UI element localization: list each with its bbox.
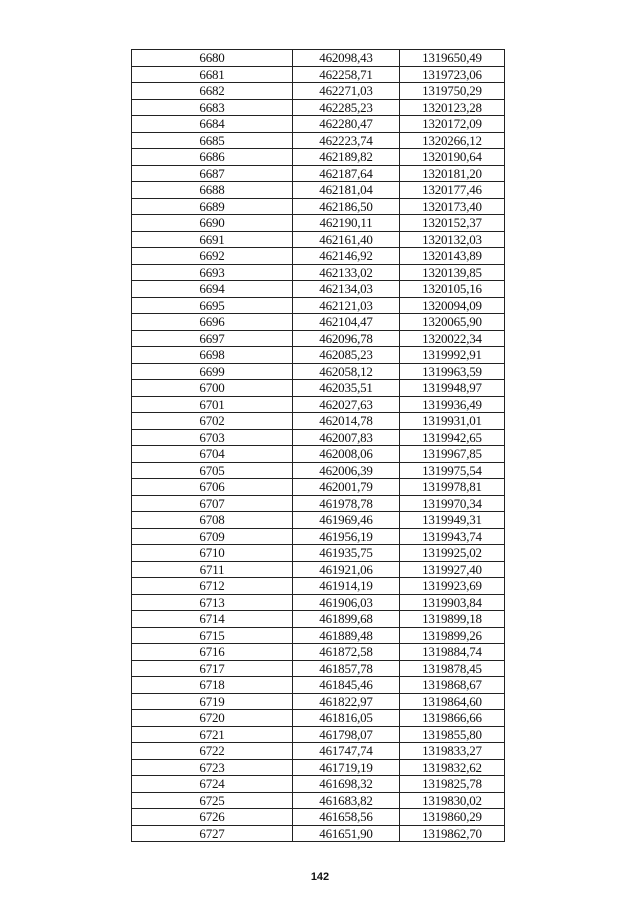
y-coordinate-cell: 1319931,01 (400, 413, 505, 430)
x-coordinate-cell: 462190,11 (293, 215, 400, 232)
point-number-cell: 6704 (132, 446, 293, 463)
x-coordinate-cell: 462134,03 (293, 281, 400, 298)
x-coordinate-cell: 462096,78 (293, 330, 400, 347)
x-coordinate-cell: 462058,12 (293, 363, 400, 380)
y-coordinate-cell: 1319963,59 (400, 363, 505, 380)
point-number-cell: 6699 (132, 363, 293, 380)
y-coordinate-cell: 1320094,09 (400, 297, 505, 314)
point-number-cell: 6711 (132, 561, 293, 578)
table-row (132, 182, 505, 199)
x-coordinate-cell: 462008,06 (293, 446, 400, 463)
point-number-cell: 6695 (132, 297, 293, 314)
point-number-cell: 6690 (132, 215, 293, 232)
y-coordinate-cell: 1320022,34 (400, 330, 505, 347)
x-coordinate-cell: 461719,19 (293, 759, 400, 776)
y-coordinate-cell: 1319832,62 (400, 759, 505, 776)
x-coordinate-cell: 462085,23 (293, 347, 400, 364)
x-coordinate-cell: 461914,19 (293, 578, 400, 595)
y-coordinate-cell: 1319825,78 (400, 776, 505, 793)
point-number-cell: 6714 (132, 611, 293, 628)
point-number-cell: 6713 (132, 594, 293, 611)
y-coordinate-cell: 1320172,09 (400, 116, 505, 133)
x-coordinate-cell: 461798,07 (293, 726, 400, 743)
x-coordinate-cell: 462146,92 (293, 248, 400, 265)
table-row (132, 528, 505, 545)
y-coordinate-cell: 1320065,90 (400, 314, 505, 331)
table-row (132, 726, 505, 743)
y-coordinate-cell: 1320132,03 (400, 231, 505, 248)
x-coordinate-cell: 462181,04 (293, 182, 400, 199)
point-number-cell: 6712 (132, 578, 293, 595)
table-row (132, 594, 505, 611)
x-coordinate-cell: 461857,78 (293, 660, 400, 677)
x-coordinate-cell: 461822,97 (293, 693, 400, 710)
y-coordinate-cell: 1319750,29 (400, 83, 505, 100)
y-coordinate-cell: 1319833,27 (400, 743, 505, 760)
x-coordinate-cell: 462189,82 (293, 149, 400, 166)
y-coordinate-cell: 1319862,70 (400, 825, 505, 842)
y-coordinate-cell: 1319925,02 (400, 545, 505, 562)
y-coordinate-cell: 1320105,16 (400, 281, 505, 298)
table-row (132, 429, 505, 446)
point-number-cell: 6706 (132, 479, 293, 496)
point-number-cell: 6700 (132, 380, 293, 397)
point-number-cell: 6688 (132, 182, 293, 199)
table-row (132, 347, 505, 364)
point-number-cell: 6727 (132, 825, 293, 842)
y-coordinate-cell: 1319899,26 (400, 627, 505, 644)
coordinates-table (131, 49, 505, 842)
table-row (132, 809, 505, 826)
point-number-cell: 6722 (132, 743, 293, 760)
table-row (132, 479, 505, 496)
x-coordinate-cell: 461899,68 (293, 611, 400, 628)
y-coordinate-cell: 1320181,20 (400, 165, 505, 182)
table-row (132, 710, 505, 727)
y-coordinate-cell: 1319884,74 (400, 644, 505, 661)
point-number-cell: 6720 (132, 710, 293, 727)
x-coordinate-cell: 461845,46 (293, 677, 400, 694)
table-row (132, 693, 505, 710)
y-coordinate-cell: 1319899,18 (400, 611, 505, 628)
y-coordinate-cell: 1319878,45 (400, 660, 505, 677)
x-coordinate-cell: 462006,39 (293, 462, 400, 479)
y-coordinate-cell: 1320123,28 (400, 99, 505, 116)
table-row (132, 413, 505, 430)
x-coordinate-cell: 461906,03 (293, 594, 400, 611)
point-number-cell: 6710 (132, 545, 293, 562)
table-row (132, 759, 505, 776)
table-row (132, 561, 505, 578)
y-coordinate-cell: 1319942,65 (400, 429, 505, 446)
y-coordinate-cell: 1319903,84 (400, 594, 505, 611)
table-row (132, 363, 505, 380)
coordinates-table-body (132, 50, 505, 842)
table-row (132, 644, 505, 661)
point-number-cell: 6684 (132, 116, 293, 133)
table-row (132, 578, 505, 595)
point-number-cell: 6718 (132, 677, 293, 694)
table-row (132, 677, 505, 694)
table-row (132, 495, 505, 512)
point-number-cell: 6680 (132, 50, 293, 67)
point-number-cell: 6708 (132, 512, 293, 529)
y-coordinate-cell: 1320190,64 (400, 149, 505, 166)
y-coordinate-cell: 1319868,67 (400, 677, 505, 694)
x-coordinate-cell: 462133,02 (293, 264, 400, 281)
x-coordinate-cell: 461872,58 (293, 644, 400, 661)
y-coordinate-cell: 1320143,89 (400, 248, 505, 265)
table-row (132, 149, 505, 166)
point-number-cell: 6693 (132, 264, 293, 281)
y-coordinate-cell: 1319948,97 (400, 380, 505, 397)
table-row (132, 627, 505, 644)
point-number-cell: 6716 (132, 644, 293, 661)
table-row (132, 825, 505, 842)
point-number-cell: 6707 (132, 495, 293, 512)
table-row (132, 776, 505, 793)
x-coordinate-cell: 461816,05 (293, 710, 400, 727)
x-coordinate-cell: 461651,90 (293, 825, 400, 842)
point-number-cell: 6724 (132, 776, 293, 793)
point-number-cell: 6702 (132, 413, 293, 430)
table-row (132, 281, 505, 298)
y-coordinate-cell: 1320266,12 (400, 132, 505, 149)
y-coordinate-cell: 1319992,91 (400, 347, 505, 364)
x-coordinate-cell: 462098,43 (293, 50, 400, 67)
table-row (132, 248, 505, 265)
y-coordinate-cell: 1319936,49 (400, 396, 505, 413)
x-coordinate-cell: 461698,32 (293, 776, 400, 793)
y-coordinate-cell: 1319978,81 (400, 479, 505, 496)
x-coordinate-cell: 462104,47 (293, 314, 400, 331)
table-row (132, 215, 505, 232)
point-number-cell: 6703 (132, 429, 293, 446)
x-coordinate-cell: 461969,46 (293, 512, 400, 529)
y-coordinate-cell: 1319855,80 (400, 726, 505, 743)
x-coordinate-cell: 462223,74 (293, 132, 400, 149)
x-coordinate-cell: 461658,56 (293, 809, 400, 826)
point-number-cell: 6723 (132, 759, 293, 776)
x-coordinate-cell: 462035,51 (293, 380, 400, 397)
point-number-cell: 6705 (132, 462, 293, 479)
point-number-cell: 6696 (132, 314, 293, 331)
point-number-cell: 6685 (132, 132, 293, 149)
x-coordinate-cell: 462121,03 (293, 297, 400, 314)
x-coordinate-cell: 461956,19 (293, 528, 400, 545)
point-number-cell: 6698 (132, 347, 293, 364)
table-row (132, 116, 505, 133)
y-coordinate-cell: 1319650,49 (400, 50, 505, 67)
x-coordinate-cell: 461978,78 (293, 495, 400, 512)
table-row (132, 132, 505, 149)
y-coordinate-cell: 1319970,34 (400, 495, 505, 512)
page-number: 142 (310, 871, 330, 883)
table-row (132, 50, 505, 67)
y-coordinate-cell: 1319830,02 (400, 792, 505, 809)
y-coordinate-cell: 1319975,54 (400, 462, 505, 479)
table-row (132, 462, 505, 479)
x-coordinate-cell: 461921,06 (293, 561, 400, 578)
x-coordinate-cell: 462014,78 (293, 413, 400, 430)
table-row (132, 165, 505, 182)
table-row (132, 611, 505, 628)
x-coordinate-cell: 462280,47 (293, 116, 400, 133)
x-coordinate-cell: 461889,48 (293, 627, 400, 644)
x-coordinate-cell: 461683,82 (293, 792, 400, 809)
table-row (132, 83, 505, 100)
table-row (132, 743, 505, 760)
x-coordinate-cell: 462187,64 (293, 165, 400, 182)
table-row (132, 396, 505, 413)
y-coordinate-cell: 1320173,40 (400, 198, 505, 215)
y-coordinate-cell: 1319723,06 (400, 66, 505, 83)
point-number-cell: 6681 (132, 66, 293, 83)
y-coordinate-cell: 1319927,40 (400, 561, 505, 578)
point-number-cell: 6683 (132, 99, 293, 116)
table-row (132, 66, 505, 83)
table-row (132, 380, 505, 397)
table-row (132, 545, 505, 562)
point-number-cell: 6717 (132, 660, 293, 677)
x-coordinate-cell: 462258,71 (293, 66, 400, 83)
table-row (132, 792, 505, 809)
table-row (132, 231, 505, 248)
point-number-cell: 6694 (132, 281, 293, 298)
y-coordinate-cell: 1320139,85 (400, 264, 505, 281)
point-number-cell: 6697 (132, 330, 293, 347)
point-number-cell: 6687 (132, 165, 293, 182)
x-coordinate-cell: 462285,23 (293, 99, 400, 116)
point-number-cell: 6691 (132, 231, 293, 248)
point-number-cell: 6686 (132, 149, 293, 166)
y-coordinate-cell: 1319967,85 (400, 446, 505, 463)
x-coordinate-cell: 462007,83 (293, 429, 400, 446)
x-coordinate-cell: 462271,03 (293, 83, 400, 100)
point-number-cell: 6721 (132, 726, 293, 743)
table-row (132, 660, 505, 677)
point-number-cell: 6725 (132, 792, 293, 809)
y-coordinate-cell: 1320152,37 (400, 215, 505, 232)
point-number-cell: 6689 (132, 198, 293, 215)
y-coordinate-cell: 1319923,69 (400, 578, 505, 595)
table-row (132, 99, 505, 116)
table-row (132, 264, 505, 281)
x-coordinate-cell: 462161,40 (293, 231, 400, 248)
table-row (132, 330, 505, 347)
y-coordinate-cell: 1319949,31 (400, 512, 505, 529)
table-row (132, 446, 505, 463)
y-coordinate-cell: 1319860,29 (400, 809, 505, 826)
x-coordinate-cell: 461935,75 (293, 545, 400, 562)
y-coordinate-cell: 1319943,74 (400, 528, 505, 545)
x-coordinate-cell: 462027,63 (293, 396, 400, 413)
table-row (132, 297, 505, 314)
y-coordinate-cell: 1319866,66 (400, 710, 505, 727)
y-coordinate-cell: 1319864,60 (400, 693, 505, 710)
point-number-cell: 6715 (132, 627, 293, 644)
x-coordinate-cell: 461747,74 (293, 743, 400, 760)
point-number-cell: 6709 (132, 528, 293, 545)
table-row (132, 314, 505, 331)
point-number-cell: 6682 (132, 83, 293, 100)
point-number-cell: 6726 (132, 809, 293, 826)
y-coordinate-cell: 1320177,46 (400, 182, 505, 199)
point-number-cell: 6692 (132, 248, 293, 265)
table-row (132, 512, 505, 529)
point-number-cell: 6701 (132, 396, 293, 413)
x-coordinate-cell: 462186,50 (293, 198, 400, 215)
point-number-cell: 6719 (132, 693, 293, 710)
x-coordinate-cell: 462001,79 (293, 479, 400, 496)
table-row (132, 198, 505, 215)
